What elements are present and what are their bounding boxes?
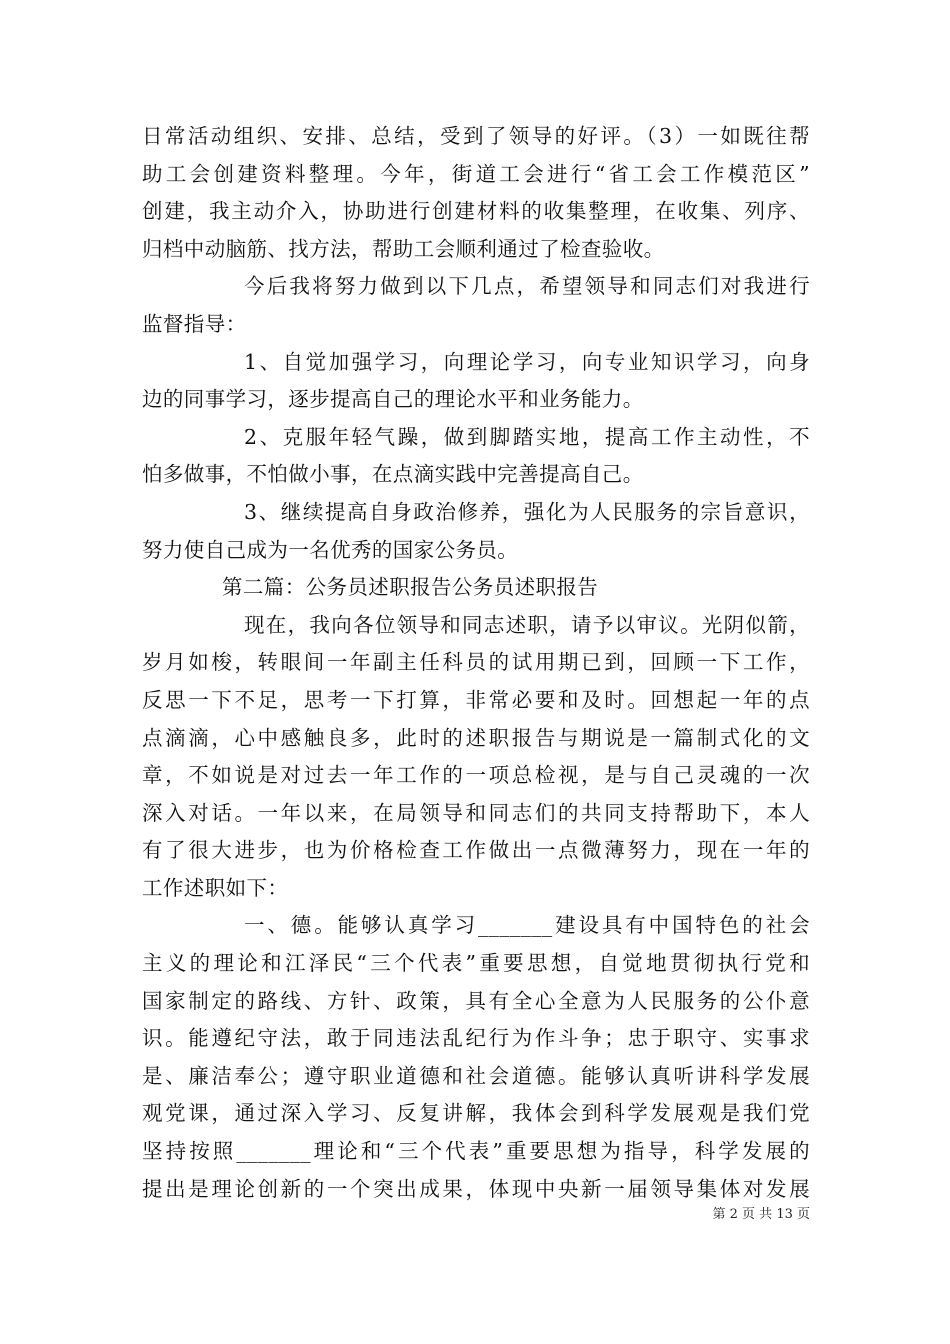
- text-line: 国家制定的路线、方针、政策，具有全心全意为人民服务的公仆意: [142, 988, 810, 1013]
- text-line: 一、德。能够认真学习_______建设具有中国特色的社会: [244, 913, 810, 938]
- text-line: 深入对话。一年以来，在局领导和同志们的共同支持帮助下，本人: [142, 800, 810, 825]
- text-line: 有了很大进步，也为价格检查工作做出一点微薄努力，现在一年的: [142, 838, 810, 863]
- text-line: 观党课，通过深入学习、反复讲解，我体会到科学发展观是我们党: [142, 1101, 810, 1126]
- text-line: 主义的理论和江泽民“三个代表”重要思想，自觉地贯彻执行党和: [142, 951, 810, 976]
- text-line: 工作述职如下：: [142, 875, 289, 900]
- text-line: 现在，我向各位领导和同志述职，请予以审议。光阴似箭，: [244, 612, 810, 637]
- text-line: 归档中动脑筋、找方法，帮助工会顺利通过了检查验收。: [142, 236, 665, 261]
- section-heading: 第二篇：公务员述职报告公务员述职报告: [222, 575, 599, 600]
- text-line: 岁月如梭，转眼间一年副主任科员的试用期已到，回顾一下工作，: [142, 650, 810, 675]
- text-line: 创建，我主动介入，协助进行创建材料的收集整理，在收集、列序、: [142, 199, 810, 224]
- document-body: [142, 118, 810, 1208]
- text-line: 日常活动组织、安排、总结，受到了领导的好评。（3）一如既往帮: [142, 124, 810, 148]
- text-line: 边的同事学习，逐步提高自己的理论水平和业务能力。: [142, 387, 644, 412]
- text-line: 1、自觉加强学习，向理论学习，向专业知识学习，向身: [244, 349, 810, 374]
- text-line: 今后我将努力做到以下几点，希望领导和同志们对我进行: [244, 274, 810, 299]
- text-line: 提出是理论创新的一个突出成果，体现中央新一届领导集体对发展: [142, 1176, 810, 1201]
- text-line: 助工会创建资料整理。今年，街道工会进行“省工会工作模范区”: [142, 161, 810, 186]
- text-line: 监督指导：: [142, 311, 247, 336]
- text-line: 怕多做事，不怕做小事，在点滴实践中完善提高自己。: [142, 462, 644, 487]
- text-line: 坚持按照_______理论和“三个代表”重要思想为指导，科学发展的: [142, 1139, 810, 1164]
- text-line: 努力使自己成为一名优秀的国家公务员。: [142, 537, 519, 562]
- page-number-footer: 第 2 页 共 13 页: [712, 1207, 810, 1222]
- text-line: 点滴滴，心中感触良多，此时的述职报告与期说是一篇制式化的文: [142, 725, 810, 750]
- text-line: 3、继续提高自身政治修养，强化为人民服务的宗旨意识，: [244, 499, 810, 524]
- text-line: 是、廉洁奉公；遵守职业道德和社会道德。能够认真听讲科学发展: [142, 1063, 810, 1088]
- text-line: 反思一下不足，思考一下打算，非常必要和及时。回想起一年的点: [142, 687, 810, 712]
- text-line: 2、克服年轻气躁，做到脚踏实地，提高工作主动性，不: [244, 424, 810, 449]
- text-line: 章，不如说是对过去一年工作的一项总检视，是与自己灵魂的一次: [142, 763, 810, 788]
- text-line: 识。能遵纪守法，敢于同违法乱纪行为作斗争；忠于职守、实事求: [142, 1026, 810, 1051]
